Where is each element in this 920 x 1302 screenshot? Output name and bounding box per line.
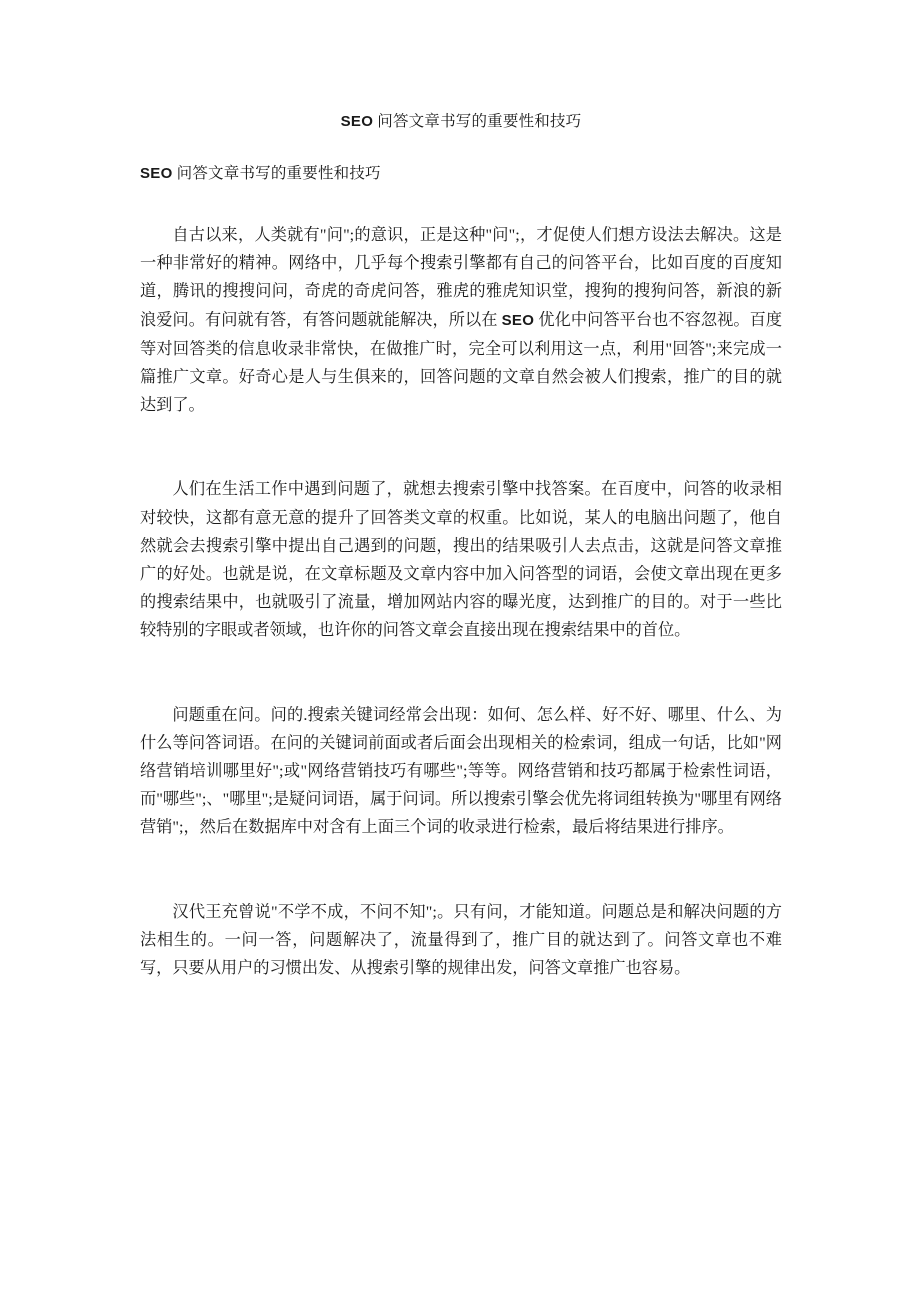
body-paragraph-2 bbox=[140, 475, 782, 644]
body-paragraph-3 bbox=[140, 701, 782, 842]
page-title bbox=[140, 0, 782, 136]
paragraph-text: 人们在生活工作中遇到问题了，就想去搜索引擎中找答案。在百度中，问答的收录相对较快，这都有意无意的提升了回答类文章的权重。比如说，某人的电脑出问题了，他自然就会去搜索引擎中提出自己遇到的问题，搜出的结果吸引人去点击，这就是问答文章推广的好处。也就是说，在文章标题及文章内容中加入问答型的词语，会使文章出现在更多的搜索结果中，也就吸引了流量，增加网站内容的曝光度，达到推广的目的。对于一些比较特别的字眼或者领域，也许你的问答文章会直接出现在搜索结果中的首位。 bbox=[140, 480, 782, 640]
document-subtitle-cjk: 问答文章书写的重要性和技巧 bbox=[172, 165, 381, 182]
document-subtitle bbox=[140, 136, 782, 188]
paragraph-text: 优化中问答平台也不容忽视。百度等对回答类的信息收录非常快，在做推广时，完全可以利用这一点，利用"回答";来完成一篇推广文章。好奇心是人与生俱来的，回答问题的文章自然会被人们搜索，推广的目的就达到了。 bbox=[140, 310, 783, 415]
page-title-cjk: 问答文章书写的重要性和技巧 bbox=[373, 113, 582, 130]
body-paragraph-4 bbox=[140, 898, 782, 983]
paragraph-text: 问题重在问。问的.搜索关键词经常会出现：如何、怎么样、好不好、哪里、什么、为什么等问答词语。在问的关键词前面或者后面会出现相关的检索词，组成一句话，比如"网络营销培训哪里好";或"网络营销技巧有哪些";等等。网络营销和技巧都属于检索性词语，而"哪些";、"哪里";是疑问词语，属于问词。所以搜索引擎会优先将词组转换为"哪里有网络营销";，然后在数据库中对含有上面三个词的收录进行检索，最后将结果进行排序。 bbox=[140, 705, 782, 837]
page-title-latin: SEO bbox=[340, 113, 374, 130]
document-subtitle-latin: SEO bbox=[140, 165, 173, 182]
paragraph-text: 自古以来，人类就有"问";的意识，正是这种"问";，才促使人们想方设法去解决。这是一种非常好的精神。网络中，几乎每个搜索引擎都有自己的问答平台，比如百度的百度知道，腾讯的搜搜问问，奇虎的奇虎问答，雅虎的雅虎知识堂，搜狗的搜狗问答，新浪的新浪爱问。有问就有答，有答问题就能解决，所以在 bbox=[140, 226, 782, 329]
paragraph-latin-term: SEO bbox=[501, 311, 535, 329]
body-paragraph-1 bbox=[140, 221, 782, 419]
paragraph-text: 汉代王充曾说"不学不成，不问不知";。只有问，才能知道。问题总是和解决问题的方法相生的。一问一答，问题解决了，流量得到了，推广目的就达到了。问答文章也不难写，只要从用户的习惯出发、从搜索引擎的规律出发，问答文章推广也容易。 bbox=[140, 902, 782, 978]
document-content bbox=[140, 0, 782, 982]
